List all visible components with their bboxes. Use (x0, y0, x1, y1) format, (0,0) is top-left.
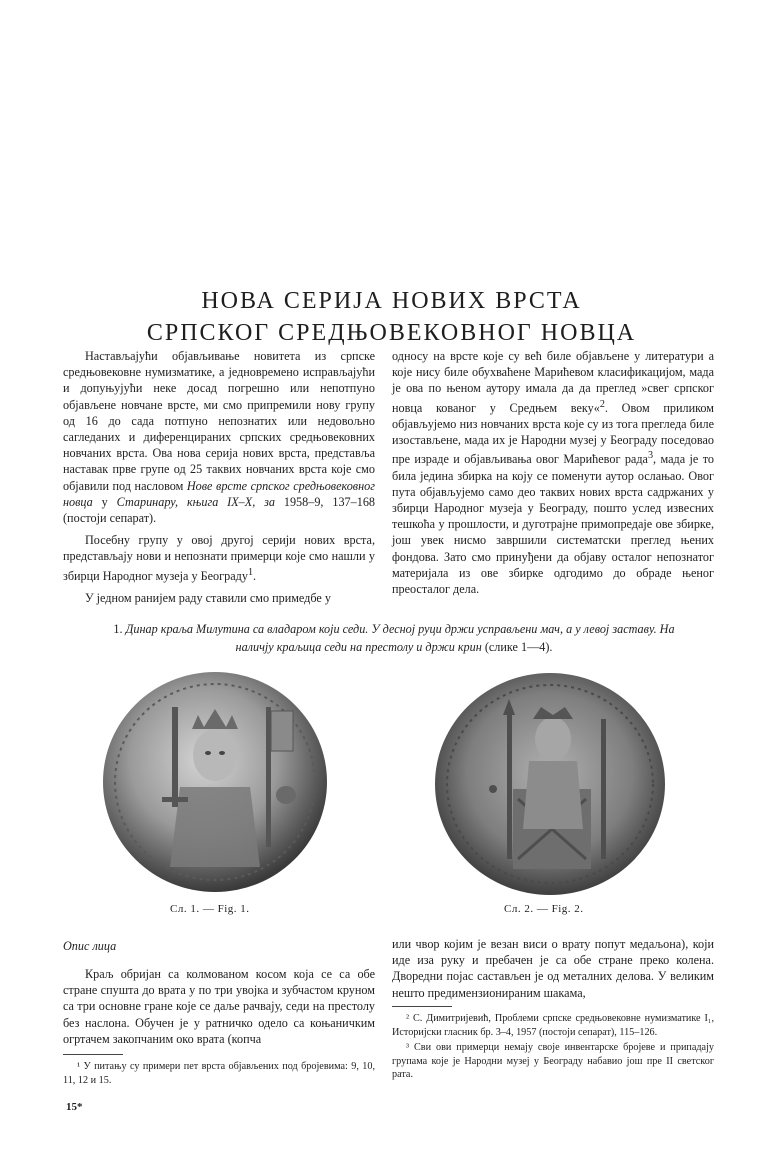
text-run: , мада је то била једина збирка на коју се поменути аутор ослањао. Овог пута објављујемо само део таквих нових врста садржаних у збирци Народног музеја у Београду, пошто услед извесних тешкоћа у прошлости, и дуготрајне примопредаје ове збирке, још увек нисмо завршили систематски преглед њених фондова. Зато смо принуђени да објаву осталог непознатог материјала из ове збирке одгодимо до обраде њеног преосталог дела. (392, 452, 715, 596)
italic-journal: Старинару, књига IX–X, за (116, 494, 275, 509)
figure-1-caption: Сл. 1. — Fig. 1. (170, 903, 250, 915)
footnote-ref: 3 (647, 450, 654, 462)
footnote-2: ² С. Димитријевић, Проблеми српске средњовековне нумизматике I₁, Историјски гласник бр. 3–4, 1957 (постоји сепарат), 115–126. (392, 1013, 714, 1038)
text-run: 1958–9, 137–168 (постоји сепарат). (63, 494, 376, 526)
footnote-divider-left (63, 1054, 123, 1055)
caption-ref: (слике 1—4). (481, 640, 553, 654)
caption-text: Динар краља Милутина са владаром који седи. У десној руци држи усправљени мач, а у левој заставу. На наличју краљица седи на престолу и држи крин (125, 622, 675, 654)
footnote-3: ³ Сви ови примерци немају своје инвентарске бројеве и припадају групама које је Народни музеј у Београду набавио још пре II светског рата. (392, 1042, 714, 1080)
article-title (0, 285, 783, 349)
page-number: 15* (66, 1101, 83, 1113)
text-run: . Овом приликом објављујемо низ новчаних врста које су из тога прегледа биле изостављене, мада их је Народни музеј у Београду поседовао пре израде и објављивања овог Марићевог рада (392, 400, 715, 467)
footnote-ref: 1 (247, 566, 254, 578)
footnotes-right (392, 1012, 714, 1082)
italic-title: Нове врсте српског средњовековног новца (63, 478, 375, 509)
text-run: Настављајући објављивање новитета из српске средњовековне нумизматике, а једновремено исправљајући и допуњујући неке досад погрешно или непотпуно објављене новчане врсте, ми смо припремили нову групу од 16 до сада потпуно непознатих или недовољно сагледаних и диференцираних српских средњовековних новчаних врста. Ова нова серија нових врста, представља наставак прве групе од 25 таквих новчаних врста које смо објавили под насловом (63, 349, 375, 493)
coin-obverse-image (100, 667, 330, 897)
body-paragraph-2: или чвор којим је везан виси о врату попут медаљона), који иде иза руку и пребачен је са обе стране преко колена. Дворедни појас састављен је од металних делова. У великим нешто предимензионираним шакама, (392, 937, 714, 1000)
footnote-ref: 2 (599, 398, 605, 410)
text-run: у (92, 494, 117, 509)
section-heading: Опис лица (63, 939, 117, 953)
footnotes-left (63, 1060, 375, 1087)
intro-paragraph-3: У једном ранијем раду ставили смо примедбе у (85, 590, 331, 605)
intro-paragraph-1 (63, 348, 375, 526)
coin-reverse-image (433, 669, 668, 899)
footnote-divider-right (392, 1006, 452, 1007)
body-left-column (63, 966, 375, 1047)
title-line-1: НОВА СЕРИЈА НОВИХ ВРСТА (201, 288, 582, 314)
intro-paragraph-2 (63, 532, 375, 584)
intro-right-column (392, 348, 714, 597)
body-paragraph-1: Краљ обријан са колмованом косом која се са обе стране спушта до врата у по три увојка и зубчастом круном са три основне гране које се даље рачвају, седи на престолу без наслона. Обучен је у ратничко одело са коњаничким огртачем закопчаним око врата (копча (63, 967, 375, 1046)
footnote-1: ¹ У питању су примери пет врста објављених под бројевима: 9, 10, 11, 12 и 15. (63, 1061, 375, 1086)
title-line-2: СРПСКОГ СРЕДЊОВЕКОВНОГ НОВЦА (146, 320, 637, 346)
coin-caption (95, 620, 693, 656)
body-right-column (392, 936, 714, 1001)
intro-paragraph-4 (392, 348, 714, 597)
text-run: односу на врсте које су већ биле објављене у литератури а које нису биле обухваћене Марићевом класификацијом, мада је ова по њеном аутору имала да да преглед »свег српског новца кованог у Средњем веку« (392, 349, 714, 415)
text-run: . (253, 568, 257, 583)
intro-left-column (63, 348, 375, 606)
text-run: Посебну групу у овој другој серији нових врста, представљају нови и непознати примерци које смо нашли у збирци Народног музеја у Београду (63, 533, 375, 583)
figure-2-caption: Сл. 2. — Fig. 2. (504, 903, 584, 915)
caption-number: 1. (113, 622, 123, 636)
